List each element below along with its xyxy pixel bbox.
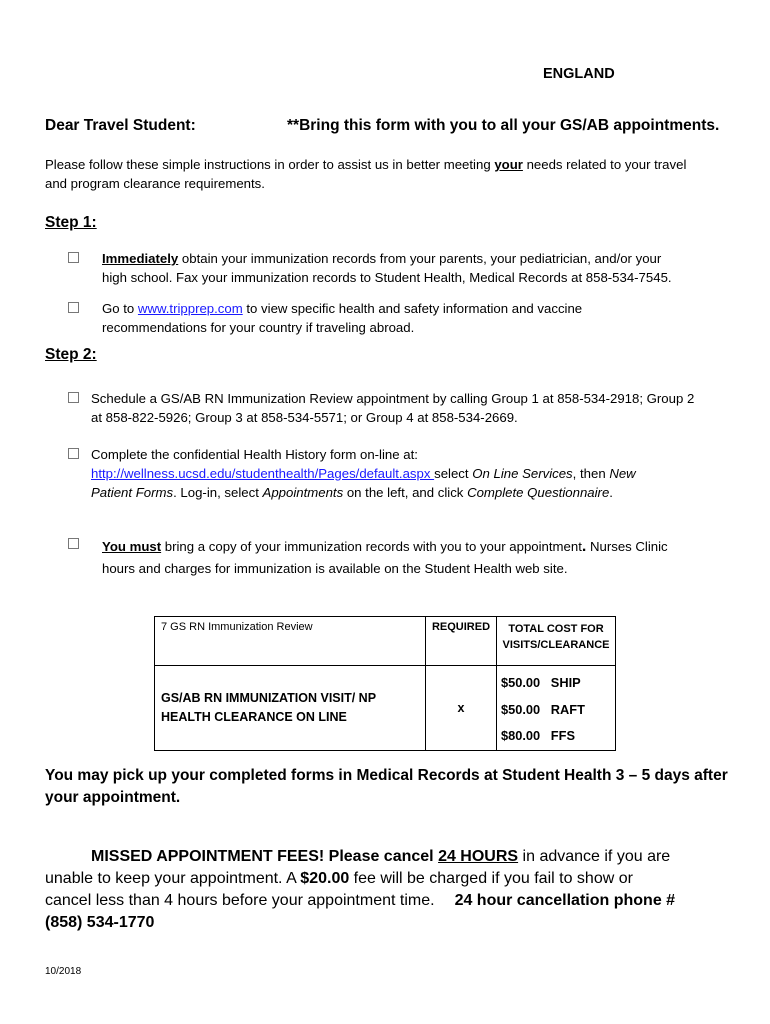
step2-item1-text: Schedule a GS/AB RN Immunization Review appointment by calling Group 1 at 858-534-2918; Group 2 at 858-822-5926; Group 3 at 858-534-5571; or Group 4 at 858-534-2669. [91,391,695,425]
wellness-link[interactable]: http://wellness.ucsd.edu/studenthealth/Pages/default.aspx [91,466,435,481]
required-mark: x [426,666,497,751]
header-required: REQUIRED [426,617,497,666]
step1-item2-checkbox[interactable] [68,302,79,313]
cost-cell [497,666,616,751]
cost-ffs: $80.00 FFS [501,728,575,743]
greeting: Dear Travel Student: [45,117,196,134]
step2-item1-checkbox[interactable] [68,392,79,403]
pickup-notice: You may pick up your completed forms in Medical Records at Student Health 3 – 5 days after your appointment. [45,767,728,806]
missed-appointment-notice: MISSED APPOINTMENT FEES! Please cancel 24 HOURS in advance if you are unable to keep your appointment. A $20.00 fee will be charged if you fail to show or cancel less than 4 hours before your appointment time. 24 hour cancellation phone # (858) 534-1770 [45,848,676,931]
service-cell: GS/AB RN IMMUNIZATION VISIT/ NP HEALTH CLEARANCE ON LINE [155,666,426,751]
intro-paragraph: Please follow these simple instructions in order to assist us in better meeting your needs related to your travel and program clearance requirements. [45,157,687,191]
cost-raft: $50.00 RAFT [501,701,585,717]
table-header-row [155,617,616,666]
step1-item1-checkbox[interactable] [68,252,79,263]
table-row [155,666,616,751]
revision-date: 10/2018 [45,966,82,977]
step2-item3-checkbox[interactable] [68,538,79,549]
bring-form-notice: **Bring this form with you to all your GS/AB appointments. [287,117,720,134]
step2-item2-checkbox[interactable] [68,448,79,459]
header-total-cost: TOTAL COST FOR VISITS/CLEARANCE [497,617,616,666]
fees-table [154,616,616,751]
cancellation-phone: (858) 534-1770 [45,914,155,931]
step1-item1-text: Immediately obtain your immunization records from your parents, your pediatrician, and/or your high school. Fax your immunization records to Student Health, Medical Records at 858-534-7545. [102,251,672,285]
step1-item2-text: Go to www.tripprep.com to view specific health and safety information and vaccine recommendations for your country if traveling abroad. [102,301,583,335]
tripprep-link[interactable]: www.tripprep.com [137,301,243,316]
step2-item2-text: Complete the confidential Health History form on-line at: http://wellness.ucsd.edu/studenthealth/Pages/default.aspx select On Line Services, then New Patient Forms. Log-in, select Appointments on the left, and click Complete Questionnaire. [91,447,636,500]
cost-ship: $50.00 SHIP [501,675,581,690]
cancellation-phone-label: 24 hour cancellation phone # [454,892,676,909]
step2-item3-text: You must bring a copy of your immunization records with you to your appointment. Nurses Clinic hours and charges for immunization is available on the Student Health web site. [102,538,668,576]
country-heading: ENGLAND [543,66,615,82]
header-service: 7 GS RN Immunization Review [155,617,426,666]
step1-heading: Step 1: [45,214,97,231]
step2-heading: Step 2: [45,346,97,363]
